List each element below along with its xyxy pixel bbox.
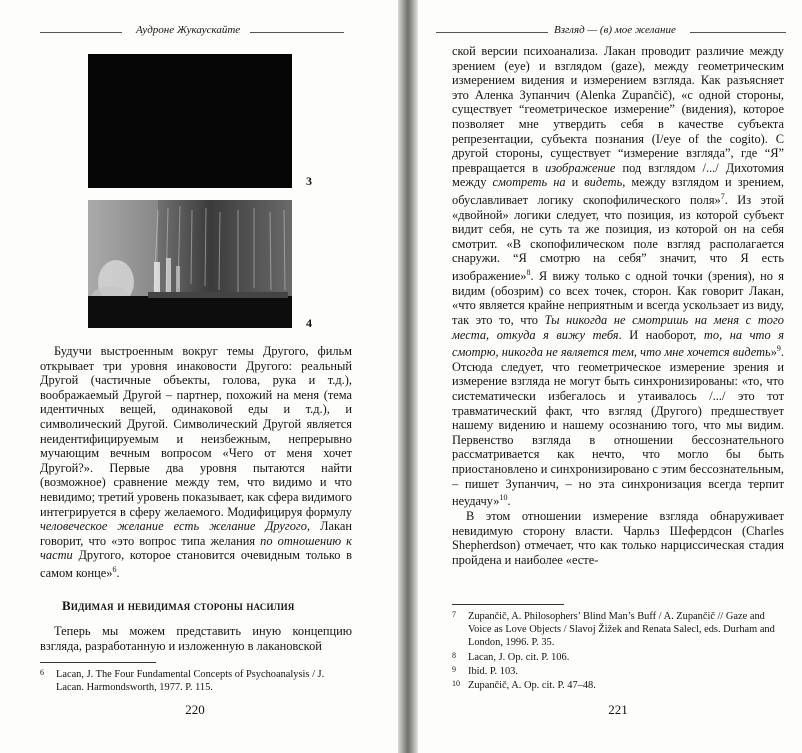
right-body-text bbox=[452, 44, 784, 567]
footnote-text: Lacan, J. Op. cit. P. 106. bbox=[468, 651, 570, 663]
text-run-italic: смотреть на bbox=[492, 175, 566, 190]
header-rule bbox=[40, 32, 122, 33]
footnote-rule bbox=[40, 662, 156, 663]
footnote bbox=[452, 610, 786, 650]
right-page bbox=[418, 0, 802, 753]
footnote bbox=[452, 651, 786, 664]
footnote-mark: 10 bbox=[452, 679, 460, 689]
figure-4-image bbox=[88, 200, 292, 328]
footnote-text: Zupančič, A. Op. cit. P. 47–48. bbox=[468, 680, 596, 692]
text-run-italic: изображение bbox=[545, 160, 616, 175]
footnote bbox=[452, 665, 786, 678]
text-run-italic: Ты никогда не смотришь на меня с того места, откуда я вижу тебя bbox=[452, 312, 784, 342]
running-head-left bbox=[0, 24, 398, 38]
header-rule bbox=[250, 32, 344, 33]
figure-3-number: 3 bbox=[306, 174, 312, 188]
footnote-ref: 7 bbox=[720, 191, 725, 201]
text-run: » bbox=[770, 345, 777, 360]
text-run-italic: то, на что я смотрю, никогда не является тем, что мне хочется видеть bbox=[452, 327, 784, 360]
footnote bbox=[452, 679, 786, 692]
text-run-italic: по отношению к части bbox=[40, 533, 352, 563]
running-head-right bbox=[418, 24, 802, 38]
text-run: Теперь мы можем представить иную концепцию взгляда, разработанную и изложенную в лакановской bbox=[40, 624, 352, 653]
text-run: . bbox=[507, 494, 511, 509]
footnote-mark: 6 bbox=[40, 668, 44, 677]
right-footnotes bbox=[452, 610, 786, 693]
footnote-text: Ibid. P. 103. bbox=[468, 665, 518, 677]
text-run: , Лакан говорит, что «это вопрос типа желания bbox=[40, 519, 353, 548]
footnote-text: Lacan, J. The Four Fundamental Concepts of Psychoanalysis / J. Lacan. Harmondsworth, 1977. P. 115. bbox=[56, 669, 325, 694]
book-gutter bbox=[398, 0, 418, 753]
text-run: Будучи выстроенным вокруг темы Другого, фильм открывает три уровня инаковости Другого: реальный Другой (частичные объекты, голова, рука и т.д.), воображаемый Другой – партнер, похожий на меня (тема идентичных вещей, одинаковой еды и т.д.), и символический Другой. Символический Другой является неидентифицируемым и неизбежным, непрерывно мучающим вечным вопросом «Чего от меня хочет Другой?». Первые два уровня пытаются найти (возможное) сравнение между тем, что видимо и что невидимо; третий уровень показывает, как сфера видимого интегрируется в сферу желаемого. Модифицируя формулу bbox=[40, 344, 352, 519]
running-head-text: Взгляд — (в) мое желание bbox=[554, 24, 676, 36]
text-run: . Я вижу только с одной точки (зрения), но я видим (обозрим) со всех точек, сторон. Как говорит Лакан, «что является крайне неприятным и всегда ускользает из виду, так это то, что bbox=[452, 269, 784, 327]
text-run: . bbox=[116, 566, 120, 581]
section-heading: Видимая и невидимая стороны насилия bbox=[62, 598, 295, 613]
film-still-illustration bbox=[88, 200, 292, 328]
text-run: . И наоборот, bbox=[618, 327, 704, 342]
text-run: . Отсюда следует, что геометрическое измерение зрения и измерение взгляда не могут быть синхронизированы: «то, что систематически избегалось и утаивалось /.../ это тот травматический факт, что взгляд (Другого) предшествует нашему видению и нашему осознанию того, что мы видим. Первенство взгляда в отношении бессознательного рассматривается как нечто, что могло бы быть приостановлено и синхронизировано с этим бессознательным, – пишет Зупанчич, – но эта синхронизация всегда терпит неудачу» bbox=[452, 345, 784, 509]
text-run: и bbox=[565, 175, 585, 190]
left-footnotes bbox=[40, 668, 354, 695]
paragraph bbox=[452, 509, 784, 567]
footnote-ref: 9 bbox=[776, 344, 781, 354]
text-run: В этом отношении измерение взгляда обнаруживает невидимую сторону власти. Чарльз Шефердсон (Charles Shepherdson) отмечает, что как только нарциссическая стадия пройдена и наиболее «есте- bbox=[452, 508, 784, 567]
page-number-left: 220 bbox=[185, 702, 205, 717]
footnote-mark: 9 bbox=[452, 664, 456, 674]
page-number-right: 221 bbox=[608, 702, 628, 717]
paragraph bbox=[452, 44, 784, 509]
footnote-mark: 7 bbox=[452, 610, 456, 619]
paragraph bbox=[40, 344, 352, 581]
text-run: Другого, которое становится очевидным только в самом конце» bbox=[40, 548, 352, 581]
paragraph bbox=[40, 624, 352, 653]
footnote-text: Zupančič, A. Philosophers’ Blind Man’s Buff / A. Zupančič // Gaze and Voice as Love Objects / Slavoj Žižek and Renata Salecl, eds. Durham and London, 1996. P. 35. bbox=[468, 611, 775, 649]
footnote-rule bbox=[452, 604, 564, 605]
header-rule bbox=[690, 32, 786, 33]
text-run-italic: видеть bbox=[584, 175, 623, 190]
left-body-text-2 bbox=[40, 624, 352, 653]
running-head-text: Аудроне Жукаускайте bbox=[136, 24, 241, 36]
header-rule bbox=[436, 32, 548, 33]
text-run-italic: человеческое желание есть желание Другого bbox=[40, 519, 307, 534]
left-body-text bbox=[40, 344, 352, 581]
text-run: ской версии психоанализа. Лакан проводит различие между зрением (eye) и взглядом (gaze), между геометрическим измерением видения и измерением взгляда. Как разъясняет это Аленка Зупанчич (Alenka Zupančič), «с одной стороны, существует “геометрическое измерение” (видения), которое позволяет мне утвердить себя в качестве субъекта репрезентации, субъекта познания (I/eye of the cogito). С другой стороны, существует “измерение взгляда”, где “Я” превращается в bbox=[452, 44, 784, 175]
footnote-ref: 6 bbox=[112, 564, 117, 574]
footnote-ref: 10 bbox=[499, 493, 508, 503]
footnote bbox=[40, 668, 354, 694]
figure-3-image bbox=[88, 54, 292, 188]
figure-4-number: 4 bbox=[306, 316, 312, 330]
text-run: , между взглядом и зрением, обуславливает логику скопофилического поля» bbox=[452, 175, 785, 208]
footnote-ref: 8 bbox=[526, 268, 531, 278]
left-page bbox=[0, 0, 398, 753]
text-run: . Из этой «двойной» логики следует, что позиция, из которой субъект видит себя, не суть та же позиция, из которой он на себя смотрит. «В скопофилическом поле взгляд располагается снаружи. “Я смотрю на себя” значит, что Я есть изображение» bbox=[452, 193, 784, 284]
text-run: под взглядом /.../ Дихотомия между bbox=[452, 160, 784, 190]
footnote-mark: 8 bbox=[452, 650, 456, 660]
